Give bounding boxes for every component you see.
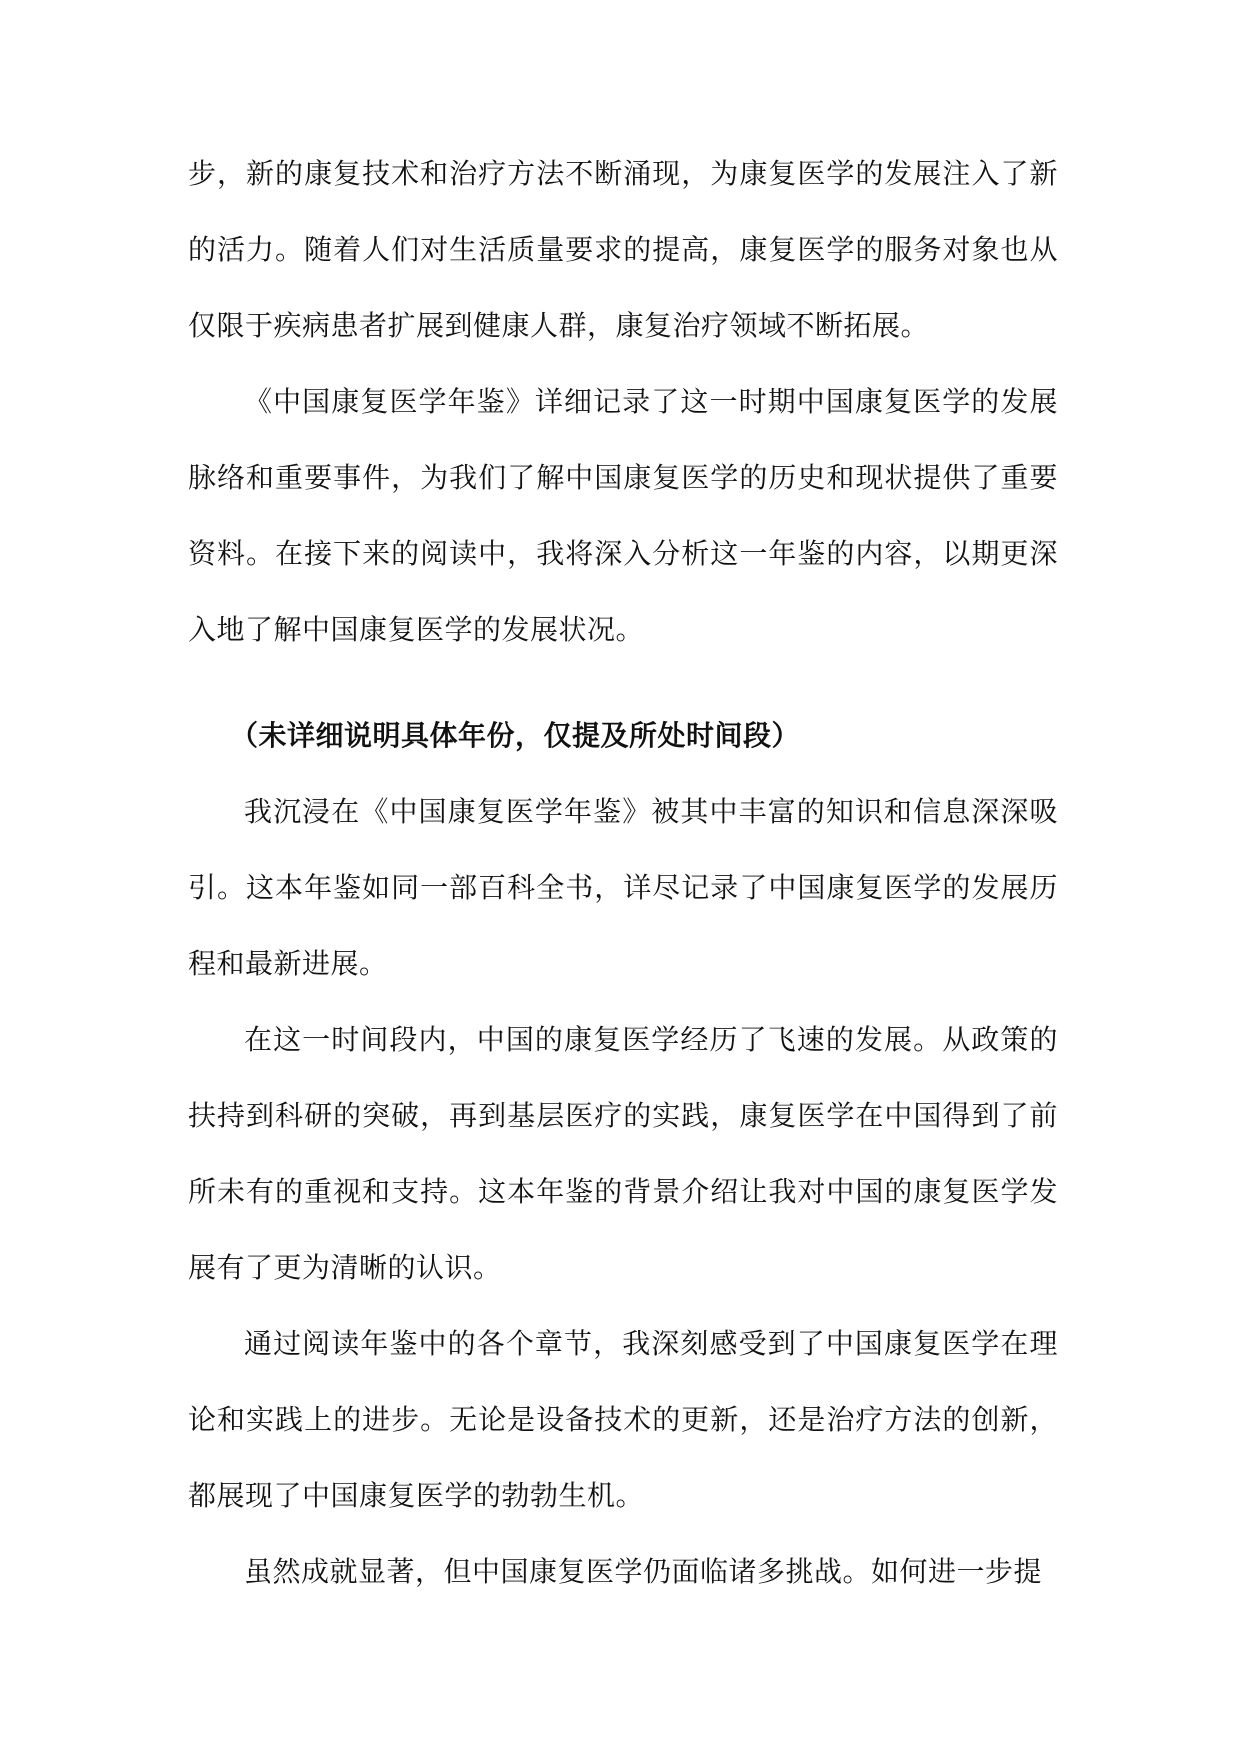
paragraph-immersed: 我沉浸在《中国康复医学年鉴》被其中丰富的知识和信息深深吸引。这本年鉴如同一部百科全书，详尽记录了中国康复医学的发展历程和最新进展。 — [188, 795, 1058, 980]
document-body — [188, 136, 1058, 1610]
paragraph-challenges: 虽然成就显著，但中国康复医学仍面临诸多挑战。如何进一步提 — [244, 1555, 1043, 1588]
paragraph-development: 在这一时间段内，中国的康复医学经历了飞速的发展。从政策的扶持到科研的突破，再到基层医疗的实践，康复医学在中国得到了前所未有的重视和支持。这本年鉴的背景介绍让我对中国的康复医学发展有了更为清晰的认识。 — [188, 1023, 1058, 1284]
section-heading: （未详细说明具体年份，仅提及所处时间段） — [230, 719, 801, 752]
paragraph-yearbook-intro: 《中国康复医学年鉴》详细记录了这一时期中国康复医学的发展脉络和重要事件，为我们了解中国康复医学的历史和现状提供了重要资料。在接下来的阅读中，我将深入分析这一年鉴的内容，以期更深入地了解中国康复医学的发展状况。 — [188, 385, 1058, 646]
paragraph-continuation: 步，新的康复技术和治疗方法不断涌现，为康复医学的发展注入了新的活力。随着人们对生活质量要求的提高，康复医学的服务对象也从仅限于疾病患者扩展到健康人群，康复治疗领域不断拓展。 — [188, 157, 1058, 342]
paragraph-chapters: 通过阅读年鉴中的各个章节，我深刻感受到了中国康复医学在理论和实践上的进步。无论是设备技术的更新，还是治疗方法的创新，都展现了中国康复医学的勃勃生机。 — [188, 1327, 1058, 1512]
